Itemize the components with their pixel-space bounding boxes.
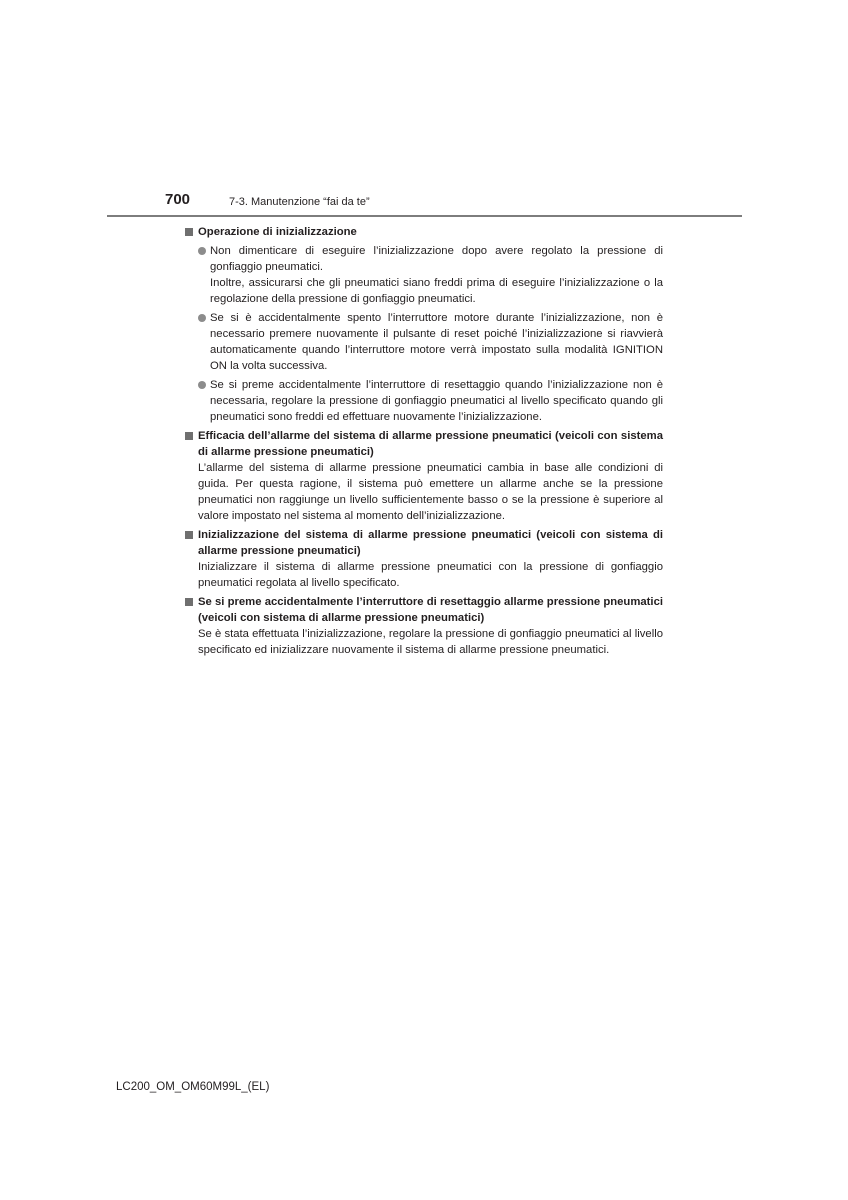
circle-bullet-icon bbox=[198, 314, 206, 322]
subheading-alarm-efficacy: Efficacia dell’allarme del sistema di allarme pressione pneumatici (veicoli con sistema di allarme pressione pneumatici) bbox=[185, 428, 663, 460]
paragraph: L’allarme del sistema di allarme pressione pneumatici cambia in base alle condizioni di guida. Per questa ragione, il sistema può emettere un allarme anche se la pressione pneumatici non raggiunge un livello sufficientemente basso o se la pressione è superiore al valore impostato nel sistema al momento dell’inizializzazione. bbox=[198, 462, 663, 522]
square-bullet-icon bbox=[185, 432, 193, 440]
circle-bullet-icon bbox=[198, 247, 206, 255]
page-number: 700 bbox=[165, 191, 191, 208]
square-bullet-icon bbox=[185, 228, 193, 236]
bullet-item bbox=[185, 377, 663, 425]
document-code: LC200_OM_OM60M99L_(EL) bbox=[116, 1081, 270, 1093]
paragraph: Inizializzare il sistema di allarme pressione pneumatici con la pressione di gonfiaggio pneumatici regolata al livello specificato. bbox=[198, 561, 663, 589]
square-bullet-icon bbox=[185, 598, 193, 606]
subheading-accidental-reset: Se si preme accidentalmente l’interruttore di resettaggio allarme pressione pneumatici (veicoli con sistema di allarme pressione pneumatici) bbox=[185, 594, 663, 626]
bullet-text: Se si è accidentalmente spento l’interruttore motore durante l’inizializzazione, non è necessario premere nuovamente il pulsante di reset poiché l’inizializzazione si riavvierà automaticamente quando l’interruttore motore verrà impostato sulla modalità IGNITION ON la volta successiva. bbox=[210, 312, 663, 372]
bullet-text: Inoltre, assicurarsi che gli pneumatici siano freddi prima di eseguire l’inizializzazione o la regolazione della pressione di gonfiaggio pneumatici. bbox=[210, 277, 663, 305]
bullet-item bbox=[185, 310, 663, 374]
header-divider bbox=[107, 215, 742, 217]
circle-bullet-icon bbox=[198, 381, 206, 389]
subheading-initialization: Operazione di inizializzazione bbox=[185, 224, 663, 240]
page-content bbox=[185, 224, 663, 658]
bullet-item bbox=[185, 243, 663, 307]
bullet-text: Se si preme accidentalmente l’interruttore di resettaggio quando l’inizializzazione non è necessaria, regolare la pressione di gonfiaggio pneumatici al livello specificato quando gli pneumatici sono freddi ed effettuare nuovamente l’inizializzazione. bbox=[210, 379, 663, 423]
section-title: 7-3. Manutenzione “fai da te” bbox=[229, 196, 370, 208]
square-bullet-icon bbox=[185, 531, 193, 539]
subheading-system-initialization: Inizializzazione del sistema di allarme pressione pneumatici (veicoli con sistema di allarme pressione pneumatici) bbox=[185, 527, 663, 559]
paragraph: Se è stata effettuata l’inizializzazione, regolare la pressione di gonfiaggio pneumatici al livello specificato ed inizializzare nuovamente il sistema di allarme pressione pneumatici. bbox=[198, 628, 663, 656]
bullet-text: Non dimenticare di eseguire l’inizializzazione dopo avere regolato la pressione di gonfiaggio pneumatici. bbox=[210, 245, 663, 273]
